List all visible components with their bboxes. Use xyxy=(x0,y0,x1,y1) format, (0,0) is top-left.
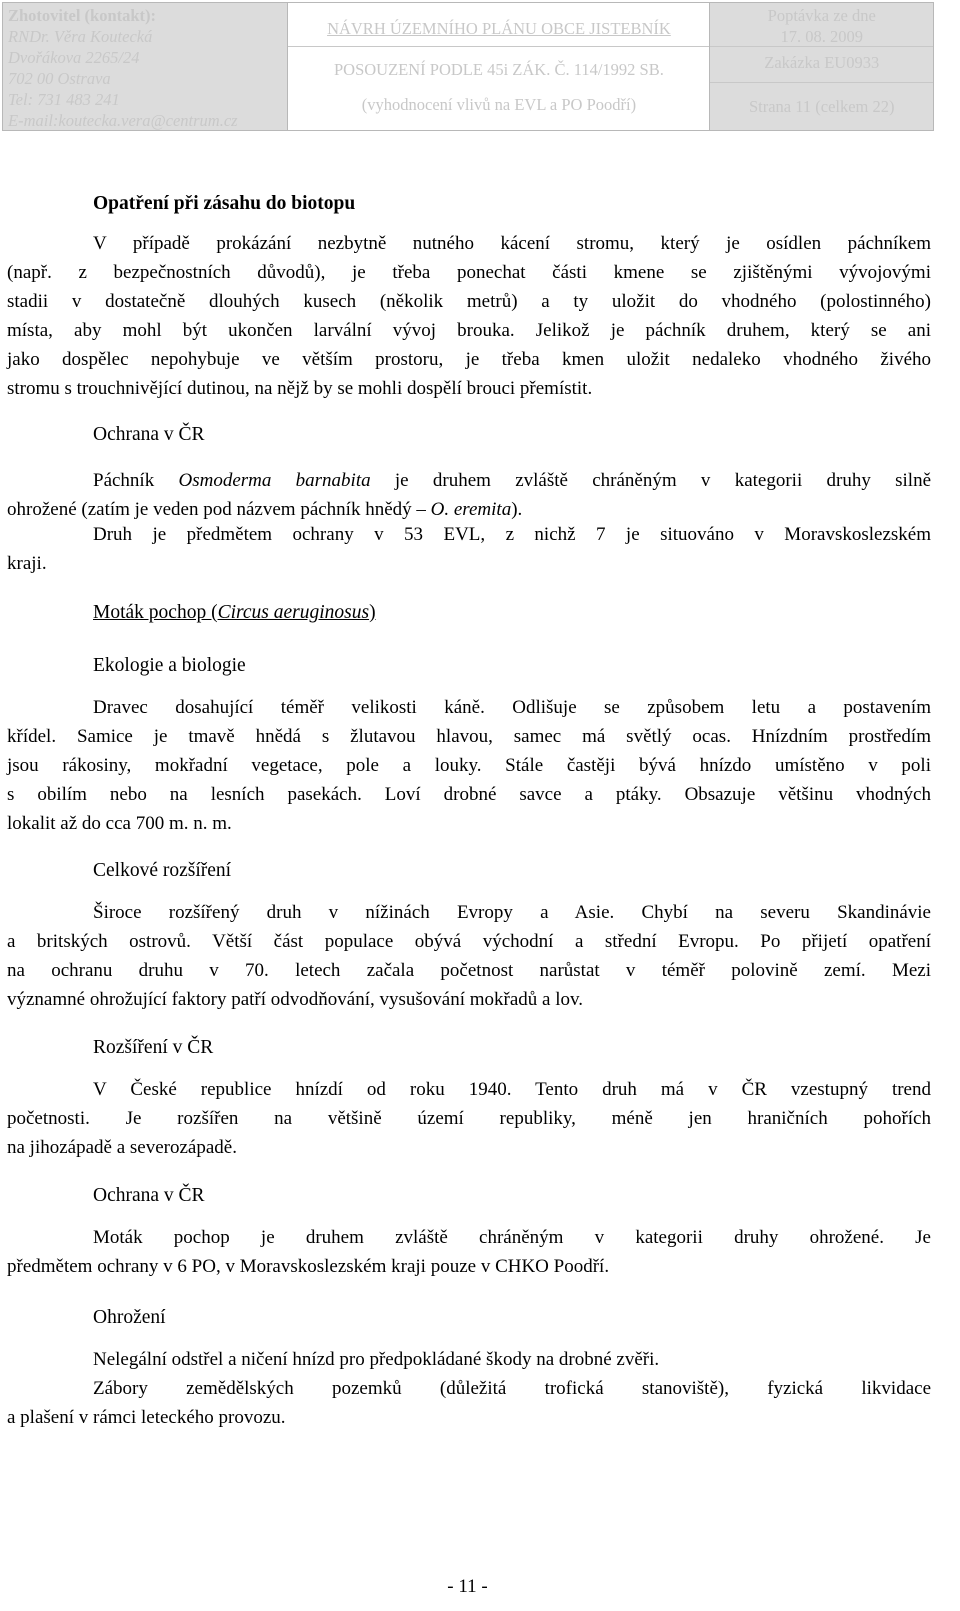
page-number: - 11 - xyxy=(447,1576,488,1597)
heading-biotope-intervention: Opatření při zásahu do biotopu xyxy=(93,193,356,214)
text-line: početnosti. Je rozšířen na většině území republiky, méně jen hraničních pohořích xyxy=(7,1108,931,1129)
text-line: na jihozápadě a severozápadě. xyxy=(7,1137,237,1158)
species-name: O. eremita xyxy=(430,499,512,520)
request-label: Poptávka ze dne xyxy=(767,6,876,25)
contractor-label: Zhotovitel (kontakt): xyxy=(8,6,157,25)
text-line: jsou rákosiny, mokřadní vegetace, pole a louky. Stále častěji bývá hnízdo umístěno v poli xyxy=(7,755,931,776)
text-line: Druh je předmětem ochrany v 53 EVL, z nichž 7 je situováno v Moravskoslezském xyxy=(93,524,931,545)
text-line: na ochranu druhu v 70. letech začala početnost narůstat v téměř polovině zemí. Mezi xyxy=(7,960,931,981)
text-line: (např. z bezpečnostních důvodů), je třeba ponechat části kmene se zjištěnými vývojovými xyxy=(7,262,931,283)
text-line: předmětem ochrany v 6 PO, v Moravskoslezském kraji pouze v CHKO Poodří. xyxy=(7,1256,610,1277)
text-line: ohrožené (zatím je veden pod názvem páchník hnědý – O. eremita). xyxy=(7,499,523,520)
heading-protection-cr-1: Ochrana v ČR xyxy=(93,424,205,445)
text-line: V případě prokázání nezbytně nutného kácení stromu, který je osídlen páchníkem xyxy=(93,233,931,254)
text-line: lokalit až do cca 700 m. n. m. xyxy=(7,813,232,834)
text-line: Moták pochop je druhem zvláště chráněným v kategorii druhy ohrožené. Je xyxy=(93,1227,931,1248)
header-divider xyxy=(710,46,933,47)
text-line: Nelegální odstřel a ničení hnízd pro předpokládané škody na drobné zvěři. xyxy=(93,1349,660,1370)
project-info xyxy=(288,3,710,130)
text-line: Páchník Osmoderma barnabita je druhem zvláště chráněným v kategorii druhy silně xyxy=(93,470,931,491)
text-line: a plašení v rámci leteckého provozu. xyxy=(7,1407,286,1428)
text-line: Zábory zemědělských pozemků (důležitá trofická stanoviště), fyzická likvidace xyxy=(93,1378,931,1399)
text-line: Dravec dosahující téměř velikosti káně. Odlišuje se způsobem letu a postavením xyxy=(93,697,931,718)
order-number: Zakázka EU0933 xyxy=(764,53,880,72)
contractor-name: RNDr. Věra Koutecká xyxy=(8,27,153,46)
text-line: Široce rozšířený druh v nížinách Evropy a Asie. Chybí na severu Skandinávie xyxy=(93,902,931,923)
contractor-contact xyxy=(3,3,288,130)
heading-distribution-cr: Rozšíření v ČR xyxy=(93,1037,214,1058)
text-line: stromu s trouchnivějící dutinou, na nějž by se mohli dospělí brouci přemístit. xyxy=(7,378,593,399)
heading-ecology-biology: Ekologie a biologie xyxy=(93,655,246,676)
contractor-phone: Tel: 731 483 241 xyxy=(8,90,120,109)
text-line: významné ohrožující faktory patří odvodňování, vysušování mokřadů a lov. xyxy=(7,989,584,1010)
text-line: a britských ostrovů. Větší část populace obývá východní a střední Evropu. Po přijetí opatření xyxy=(7,931,931,952)
header-divider xyxy=(288,46,709,47)
order-info xyxy=(710,3,933,130)
heading-species-marsh-harrier: Moták pochop (Circus aeruginosus) xyxy=(93,602,376,623)
heading-protection-cr-2: Ochrana v ČR xyxy=(93,1185,205,1206)
heading-overall-distribution: Celkové rozšíření xyxy=(93,860,232,881)
project-title: NÁVRH ÚZEMNÍHO PLÁNU OBCE JISTEBNÍK xyxy=(327,19,671,38)
text-line: s obilím nebo na lesních pasekách. Loví drobné savce a ptáky. Obsazuje většinu vhodných xyxy=(7,784,931,805)
evaluation-subtitle: (vyhodnocení vlivů na EVL a PO Poodří) xyxy=(361,95,637,114)
heading-threats: Ohrožení xyxy=(93,1307,166,1328)
contractor-street: Dvořákova 2265/24 xyxy=(8,48,140,67)
document-header xyxy=(2,2,934,131)
header-divider xyxy=(710,82,933,83)
species-name: Osmoderma barnabita xyxy=(178,470,371,491)
text-line: křídel. Samice je tmavě hnědá s žlutavou hlavou, samec má světlý ocas. Hnízdním prostředím xyxy=(7,726,931,747)
request-date: 17. 08. 2009 xyxy=(780,27,863,46)
assessment-title: POSOUZENÍ PODLE 45i ZÁK. Č. 114/1992 SB. xyxy=(334,60,664,79)
page-indicator: Strana 11 (celkem 22) xyxy=(748,97,895,116)
text-line: jako dospělec nepohybuje ve větším prostoru, je třeba kmen uložit nedaleko vhodného živého xyxy=(7,349,931,370)
contractor-city: 702 00 Ostrava xyxy=(8,69,111,88)
contractor-email: E-mail:koutecka.vera@centrum.cz xyxy=(8,111,238,130)
text-line: V České republice hnízdí od roku 1940. Tento druh má v ČR vzestupný trend xyxy=(93,1079,931,1100)
text-line: místa, aby mohl být ukončen larvální vývoj brouka. Jelikož je páchník druhem, který se ani xyxy=(7,320,931,341)
text-line: stadii v dostatečně dlouhých kusech (několik metrů) a ty uložit do vhodného (polostinného) xyxy=(7,291,931,312)
text-line: kraji. xyxy=(7,553,47,574)
